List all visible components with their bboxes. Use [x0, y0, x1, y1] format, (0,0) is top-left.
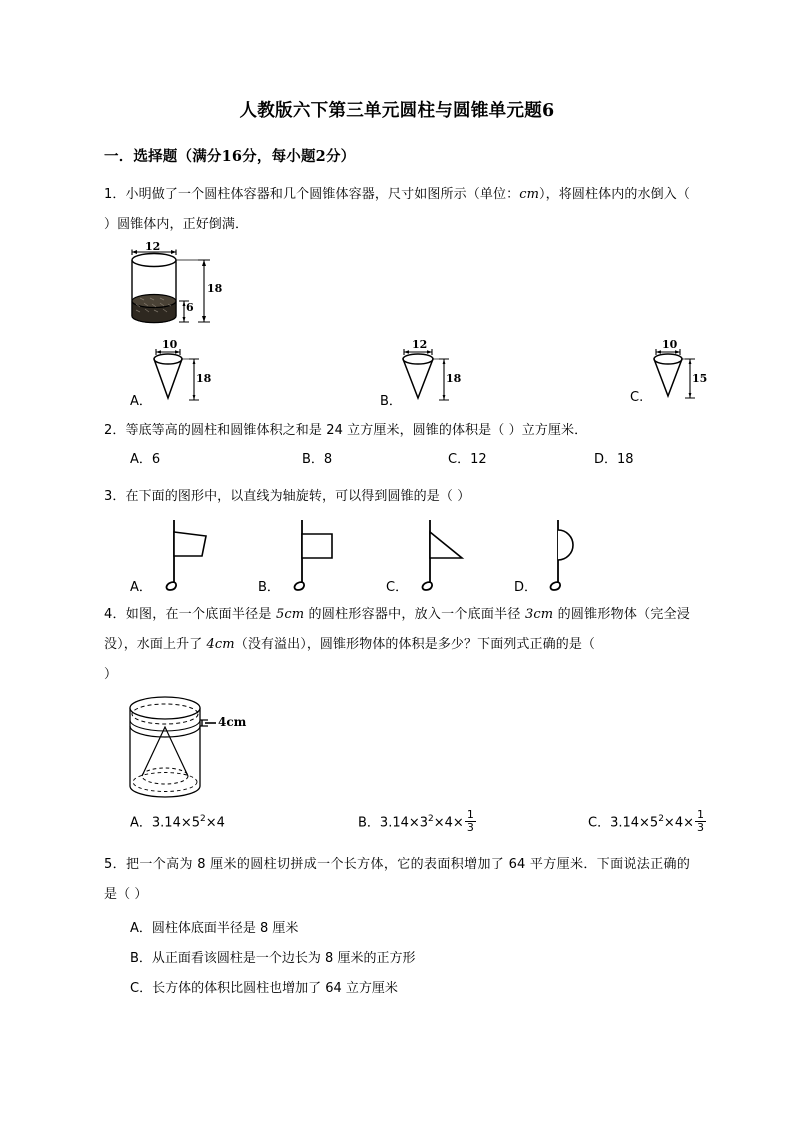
cone-b-height-label: 18 — [446, 371, 462, 385]
question-4-option-b-fraction — [465, 809, 476, 833]
question-2-option-c[interactable]: C．12 — [448, 451, 487, 467]
cone-option-b[interactable] — [384, 336, 504, 414]
cylinder-water-height-label: 6 — [186, 300, 194, 314]
flag-option-a-letter: A． — [130, 579, 152, 595]
question-4-text-e: ） — [104, 666, 118, 682]
question-5-option-c[interactable]: C．长方体的体积比圆柱也增加了 64 立方厘米 — [130, 981, 398, 997]
question-1-text — [104, 180, 690, 240]
question-4-option-b-exponent: 2 — [428, 813, 434, 824]
question-4-text-c: 的圆锥形物体（完全浸没），水面上升了 — [104, 606, 690, 652]
cone-option-c-letter: C. — [630, 389, 644, 405]
question-4-rise: 4cm — [206, 636, 235, 652]
question-4-option-a-letter: A． — [130, 815, 152, 831]
question-4-option-a-exponent: 2 — [200, 813, 206, 824]
question-4-figure — [104, 694, 690, 806]
question-1-unit: cm — [519, 186, 540, 202]
question-4-option-c[interactable] — [588, 808, 707, 834]
cone-option-a-letter: A． — [130, 393, 152, 409]
question-5-text: 5．把一个高为 8 厘米的圆柱切拼成一个长方体，它的表面积增加了 64 平方厘米．下面说法正确的是（ ） — [104, 857, 690, 903]
question-4-option-b-numerator: 1 — [466, 808, 474, 822]
question-4-option-c-expr: 3.14×5 — [610, 815, 659, 831]
flag-option-c-letter: C． — [386, 579, 409, 595]
question-2-text: 2．等底等高的圆柱和圆锥体积之和是 24 立方厘米，圆锥的体积是（ ）立方厘米． — [104, 422, 588, 438]
question-4-option-a[interactable] — [130, 808, 358, 834]
question-4-option-c-numerator: 1 — [696, 808, 704, 822]
question-3-flag-options — [104, 516, 690, 600]
flag-option-b[interactable] — [272, 516, 372, 596]
water-rise-label: 4cm — [218, 714, 247, 729]
page-content — [104, 0, 708, 1004]
question-4-option-b-denominator: 3 — [466, 821, 474, 835]
question-3-text: 3．在下面的图形中，以直线为轴旋转，可以得到圆锥的是（ ） — [104, 488, 471, 504]
question-2-option-a[interactable]: A．6 — [130, 451, 161, 467]
cone-b-diameter-label: 12 — [412, 337, 428, 351]
question-5-option-a[interactable]: A．圆柱体底面半径是 8 厘米 — [130, 921, 299, 937]
cone-c-height-label: 15 — [692, 371, 708, 385]
cone-c-diameter-label: 10 — [662, 337, 678, 351]
flag-option-d-letter: D． — [514, 579, 538, 595]
cylinder-height-label: 18 — [207, 281, 223, 295]
flag-option-b-letter: B． — [258, 579, 280, 595]
question-4-text — [104, 600, 690, 690]
cylinder-diameter-label: 12 — [145, 239, 161, 253]
cone-option-b-letter: B． — [380, 393, 402, 409]
section-heading: 一．选择题（满分16分，每小题2分） — [104, 147, 356, 165]
question-4-option-c-expr-tail: ×4× — [663, 815, 694, 831]
question-4-option-a-expr: 3.14×5 — [151, 815, 201, 831]
question-5-options — [104, 914, 690, 1004]
flag-option-d[interactable] — [528, 516, 628, 596]
question-1-cylinder-figure — [104, 239, 690, 332]
question-1-text-part1: 1．小明做了一个圆柱体容器和几个圆锥体容器，尺寸如图所示（单位： — [104, 186, 520, 202]
question-4-radius-1: 5cm — [275, 606, 305, 622]
question-4-option-b-expr: 3.14×3 — [379, 815, 429, 831]
cone-a-diameter-label: 10 — [162, 337, 178, 351]
question-2-options — [104, 446, 690, 474]
cone-a-height-label: 18 — [196, 371, 212, 385]
question-5-option-b[interactable]: B．从正面看该圆柱是一个边长为 8 厘米的正方形 — [130, 951, 416, 967]
page-title: 人教版六下第三单元圆柱与圆锥单元题6 — [239, 101, 555, 121]
question-4-options — [104, 808, 704, 835]
question-1-cone-options — [104, 336, 708, 416]
cone-option-a[interactable] — [134, 336, 254, 414]
flag-option-c[interactable] — [400, 516, 500, 596]
question-4-option-b-expr-tail: ×4× — [433, 815, 464, 831]
question-4-option-c-denominator: 3 — [696, 821, 704, 835]
question-4-text-d: （没有溢出），圆锥形物体的体积是多少？下面列式正确的是（ — [234, 636, 596, 652]
question-4-option-b[interactable] — [358, 808, 588, 834]
question-4-text-a: 4．如图，在一个底面半径是 — [104, 606, 276, 622]
question-4-option-a-expr-tail: ×4 — [205, 815, 225, 831]
question-2-option-d[interactable]: D．18 — [594, 451, 634, 467]
question-2-option-b[interactable]: B．8 — [302, 451, 333, 467]
flag-option-a[interactable] — [144, 516, 244, 596]
question-4-radius-2: 3cm — [525, 606, 554, 622]
cone-option-c[interactable] — [634, 336, 754, 414]
question-4-option-c-letter: C． — [588, 815, 611, 831]
question-4-option-c-exponent: 2 — [658, 813, 664, 824]
question-4-option-b-letter: B． — [358, 815, 380, 831]
question-4-text-b: 的圆柱形容器中，放入一个底面半径 — [304, 606, 526, 622]
question-4-option-c-fraction — [695, 809, 706, 833]
question-1-text-part2: ），将圆柱体内的水倒入（ ）圆锥体内，正好倒满． — [104, 186, 690, 232]
